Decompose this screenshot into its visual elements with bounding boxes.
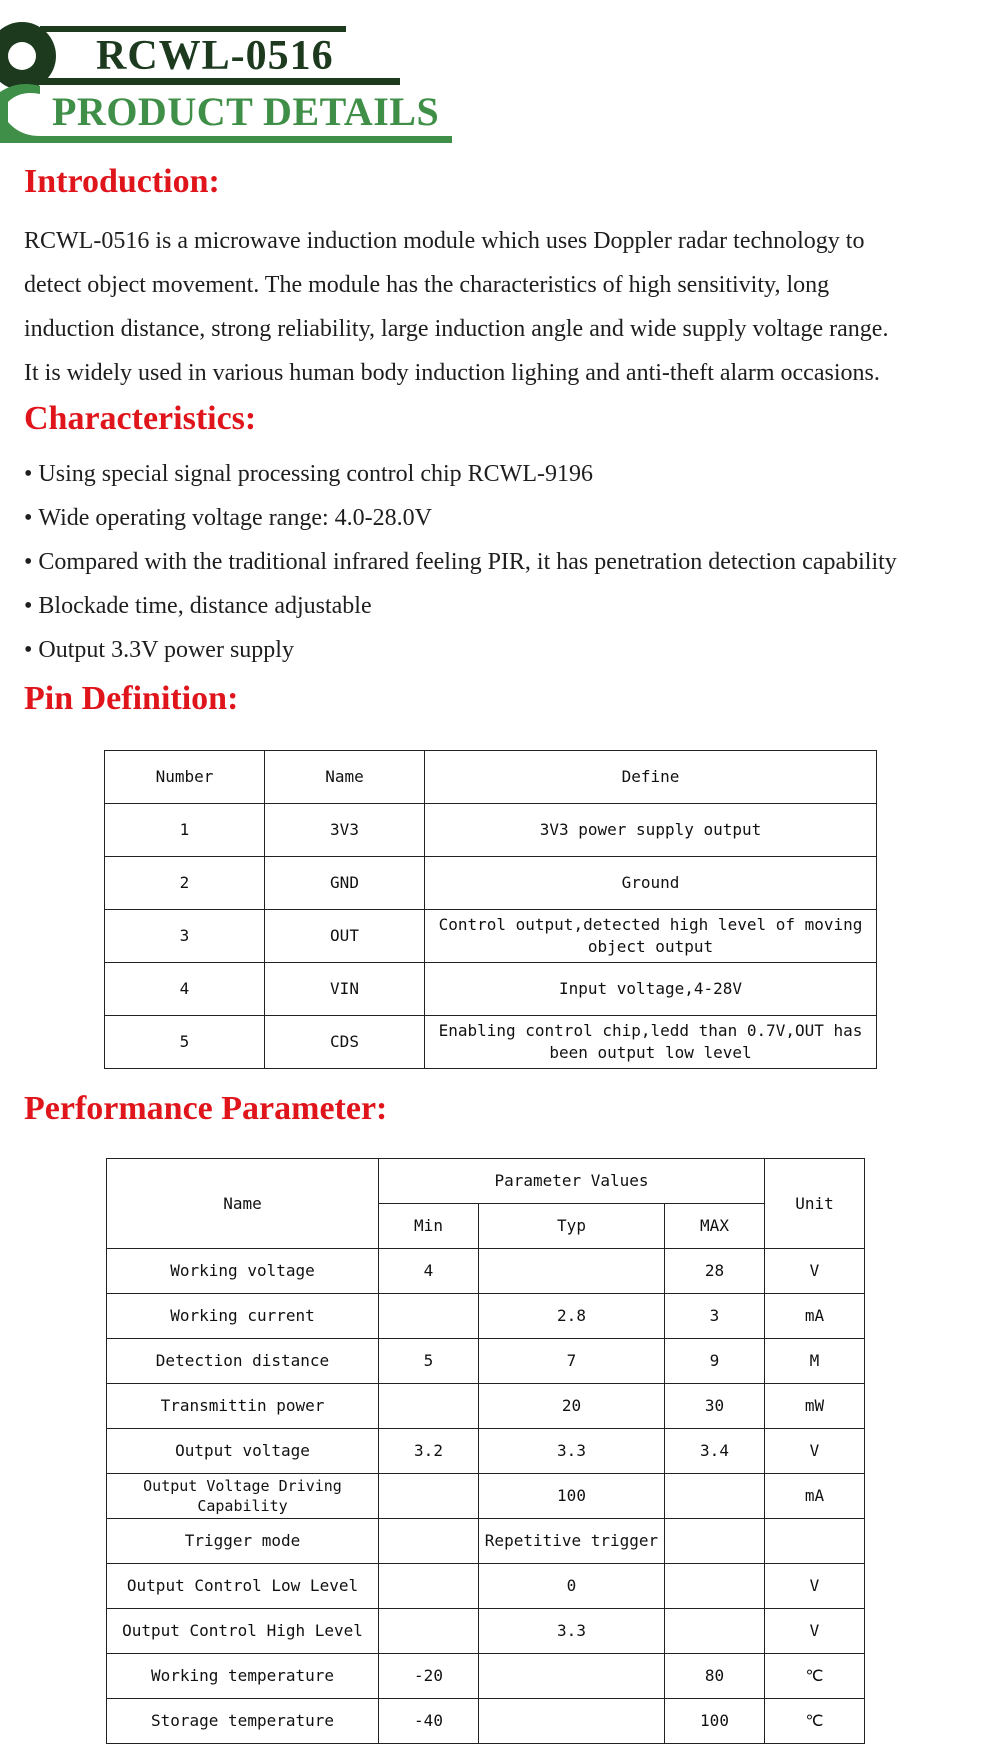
pin-name: GND <box>265 857 425 910</box>
table-row <box>105 963 877 1016</box>
param-name: Working voltage <box>107 1249 379 1294</box>
pin-define: 3V3 power supply output <box>425 804 877 857</box>
param-typ: 3.3 <box>479 1429 665 1474</box>
list-item <box>24 452 897 496</box>
pin-number: 2 <box>105 857 265 910</box>
param-typ: Repetitive trigger <box>479 1519 665 1564</box>
list-item <box>24 628 897 672</box>
introduction-line: induction distance, strong reliability, large induction angle and wide supply voltage range. <box>24 316 889 342</box>
param-max <box>665 1609 765 1654</box>
param-min: 5 <box>379 1339 479 1384</box>
header-banner <box>0 0 460 150</box>
param-min <box>379 1609 479 1654</box>
list-item <box>24 540 897 584</box>
param-min: -20 <box>379 1654 479 1699</box>
param-typ <box>479 1654 665 1699</box>
table-row <box>107 1699 865 1744</box>
param-name: Working current <box>107 1294 379 1339</box>
pin-definition-table <box>104 750 877 1069</box>
param-unit: mA <box>765 1294 865 1339</box>
param-max: 3.4 <box>665 1429 765 1474</box>
param-unit <box>765 1519 865 1564</box>
list-item-text: Wide operating voltage range: 4.0-28.0V <box>38 505 432 531</box>
bullet-icon: • <box>24 461 33 487</box>
param-typ <box>479 1699 665 1744</box>
param-min: -40 <box>379 1699 479 1744</box>
pin-define: Ground <box>425 857 877 910</box>
param-unit: V <box>765 1609 865 1654</box>
param-min <box>379 1384 479 1429</box>
column-header-number: Number <box>105 751 265 804</box>
introduction-line: detect object movement. The module has the characteristics of high sensitivity, long <box>24 272 830 298</box>
param-name: Transmittin power <box>107 1384 379 1429</box>
list-item <box>24 496 897 540</box>
introduction-line: It is widely used in various human body induction lighing and anti-theft alarm occasions. <box>24 360 880 386</box>
param-typ: 100 <box>479 1474 665 1519</box>
table-header-row <box>105 751 877 804</box>
table-row <box>107 1474 865 1519</box>
bullet-icon: • <box>24 593 33 619</box>
table-row <box>105 857 877 910</box>
table-row <box>107 1609 865 1654</box>
pin-define: Control output,detected high level of moving object output <box>425 910 877 963</box>
param-max: 30 <box>665 1384 765 1429</box>
pin-number: 5 <box>105 1016 265 1069</box>
table-row <box>107 1429 865 1474</box>
param-min <box>379 1519 479 1564</box>
pin-number: 3 <box>105 910 265 963</box>
pin-name: 3V3 <box>265 804 425 857</box>
param-max: 28 <box>665 1249 765 1294</box>
param-name: Working temperature <box>107 1654 379 1699</box>
column-header-name: Name <box>265 751 425 804</box>
table-row <box>107 1294 865 1339</box>
param-name: Output voltage <box>107 1429 379 1474</box>
param-unit: V <box>765 1249 865 1294</box>
param-name: Output Control High Level <box>107 1609 379 1654</box>
list-item-text: Output 3.3V power supply <box>38 637 294 663</box>
table-header-row <box>107 1159 865 1204</box>
param-typ: 0 <box>479 1564 665 1609</box>
param-max <box>665 1519 765 1564</box>
param-name: Trigger mode <box>107 1519 379 1564</box>
introduction-heading: Introduction: <box>24 163 220 200</box>
introduction-text <box>24 219 994 395</box>
param-typ: 20 <box>479 1384 665 1429</box>
param-unit: mW <box>765 1384 865 1429</box>
column-header-define: Define <box>425 751 877 804</box>
param-typ: 2.8 <box>479 1294 665 1339</box>
param-unit: V <box>765 1429 865 1474</box>
pin-number: 4 <box>105 963 265 1016</box>
param-min <box>379 1474 479 1519</box>
table-row <box>105 804 877 857</box>
param-name: Output Control Low Level <box>107 1564 379 1609</box>
pin-number: 1 <box>105 804 265 857</box>
list-item-text: Using special signal processing control chip RCWL-9196 <box>38 461 593 487</box>
table-row <box>105 1016 877 1069</box>
param-unit: M <box>765 1339 865 1384</box>
param-name: Storage temperature <box>107 1699 379 1744</box>
table-row <box>105 910 877 963</box>
characteristics-heading: Characteristics: <box>24 400 257 437</box>
column-header-unit: Unit <box>765 1159 865 1249</box>
list-item-text: Blockade time, distance adjustable <box>38 593 372 619</box>
table-row <box>107 1654 865 1699</box>
column-header-name: Name <box>107 1159 379 1249</box>
param-name: Output Voltage Driving Capability <box>107 1474 379 1519</box>
performance-heading: Performance Parameter: <box>24 1090 388 1127</box>
bullet-icon: • <box>24 637 33 663</box>
param-max: 100 <box>665 1699 765 1744</box>
table-row <box>107 1249 865 1294</box>
bullet-icon: • <box>24 505 33 531</box>
param-unit: ℃ <box>765 1654 865 1699</box>
param-max: 3 <box>665 1294 765 1339</box>
param-min: 3.2 <box>379 1429 479 1474</box>
param-max: 80 <box>665 1654 765 1699</box>
table-row <box>107 1339 865 1384</box>
column-header-parameter-values: Parameter Values <box>379 1159 765 1204</box>
banner-title: RCWL-0516 <box>96 33 334 79</box>
banner-subtitle: PRODUCT DETAILS <box>52 89 440 134</box>
characteristics-list <box>24 452 897 672</box>
table-row <box>107 1384 865 1429</box>
pin-definition-heading: Pin Definition: <box>24 680 239 717</box>
column-header-min: Min <box>379 1204 479 1249</box>
bullet-icon: • <box>24 549 33 575</box>
column-header-typ: Typ <box>479 1204 665 1249</box>
table-row <box>107 1519 865 1564</box>
table-row <box>107 1564 865 1609</box>
pin-name: CDS <box>265 1016 425 1069</box>
param-unit: ℃ <box>765 1699 865 1744</box>
param-max <box>665 1474 765 1519</box>
pin-define: Input voltage,4-28V <box>425 963 877 1016</box>
param-max <box>665 1564 765 1609</box>
param-min <box>379 1564 479 1609</box>
pin-name: VIN <box>265 963 425 1016</box>
param-typ <box>479 1249 665 1294</box>
param-typ: 3.3 <box>479 1609 665 1654</box>
introduction-line: RCWL-0516 is a microwave induction module which uses Doppler radar technology to <box>24 228 865 254</box>
list-item-text: Compared with the traditional infrared feeling PIR, it has penetration detection capability <box>38 549 897 575</box>
column-header-max: MAX <box>665 1204 765 1249</box>
param-name: Detection distance <box>107 1339 379 1384</box>
param-unit: V <box>765 1564 865 1609</box>
list-item <box>24 584 897 628</box>
param-max: 9 <box>665 1339 765 1384</box>
pin-name: OUT <box>265 910 425 963</box>
performance-table-body <box>107 1249 865 1744</box>
param-typ: 7 <box>479 1339 665 1384</box>
param-unit: mA <box>765 1474 865 1519</box>
param-min <box>379 1294 479 1339</box>
performance-table <box>106 1158 865 1744</box>
pin-define: Enabling control chip,ledd than 0.7V,OUT has been output low level <box>425 1016 877 1069</box>
param-min: 4 <box>379 1249 479 1294</box>
